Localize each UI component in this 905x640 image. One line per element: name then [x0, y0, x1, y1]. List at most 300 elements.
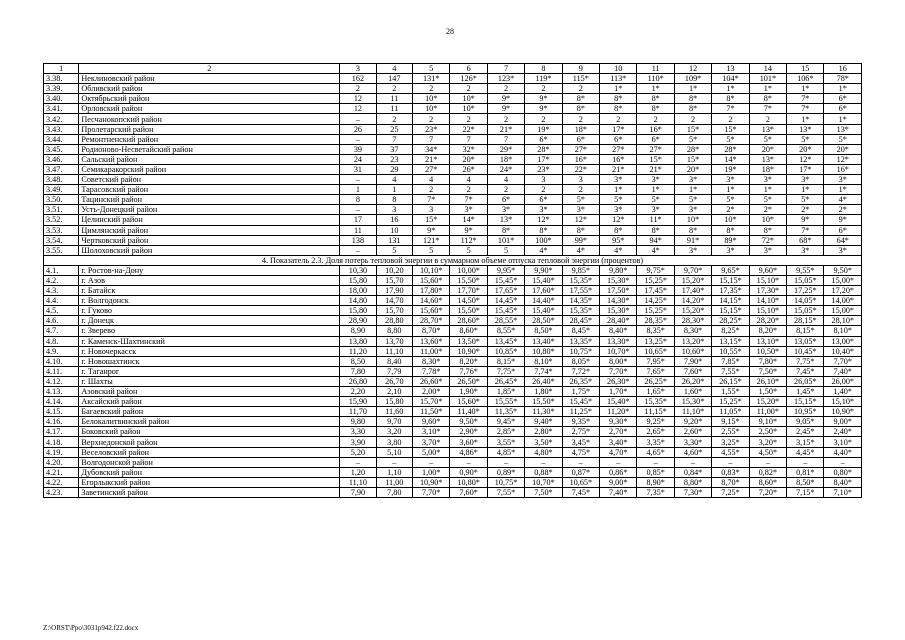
- value-cell: –: [340, 114, 376, 124]
- row-number: 3.46.: [44, 154, 79, 164]
- district-name: Чертковский район: [79, 235, 340, 245]
- value-cell: 15,25*: [712, 397, 749, 407]
- value-cell: 3,20*: [749, 437, 786, 447]
- value-cell: 6*: [824, 104, 862, 114]
- district-name: Белокалитвинский район: [79, 417, 340, 427]
- value-cell: 8,50*: [525, 326, 562, 336]
- value-cell: 4*: [600, 245, 637, 255]
- table-row: [44, 74, 862, 84]
- value-cell: 26,60*: [413, 376, 450, 386]
- value-cell: 1,40*: [824, 387, 862, 397]
- value-cell: 8,20*: [450, 356, 487, 366]
- value-cell: 1*: [637, 185, 674, 195]
- value-cell: 3*: [600, 205, 637, 215]
- table-row: [44, 306, 862, 316]
- value-cell: 11,00*: [413, 346, 450, 356]
- value-cell: 4: [450, 175, 487, 185]
- value-cell: 11,10*: [674, 407, 711, 417]
- value-cell: 14,60*: [413, 296, 450, 306]
- value-cell: 2: [600, 114, 637, 124]
- value-cell: 10,95*: [787, 407, 824, 417]
- value-cell: 8,40: [376, 356, 412, 366]
- row-number: 4.5.: [44, 306, 79, 316]
- row-number: 4.16.: [44, 417, 79, 427]
- value-cell: 8*: [674, 225, 711, 235]
- value-cell: 11,60: [376, 407, 412, 417]
- value-cell: 5*: [824, 134, 862, 144]
- value-cell: 2,70*: [600, 427, 637, 437]
- value-cell: 18,00: [340, 286, 376, 296]
- value-cell: 12*: [562, 215, 599, 225]
- value-cell: 21*: [600, 164, 637, 174]
- value-cell: 2,90*: [450, 427, 487, 437]
- value-cell: 1*: [787, 84, 824, 94]
- value-cell: 7,90: [340, 487, 376, 497]
- value-cell: 2: [674, 114, 711, 124]
- value-cell: 28*: [525, 144, 562, 154]
- row-number: 4.21.: [44, 467, 79, 477]
- value-cell: 4,55*: [712, 447, 749, 457]
- value-cell: 2: [562, 114, 599, 124]
- value-cell: 5*: [712, 134, 749, 144]
- value-cell: 29: [376, 164, 412, 174]
- value-cell: 19*: [525, 124, 562, 134]
- table-row: [44, 457, 862, 467]
- value-cell: 1*: [749, 84, 786, 94]
- district-name: г. Каменск-Шахтинский: [79, 336, 340, 346]
- value-cell: 7,40*: [600, 487, 637, 497]
- value-cell: 3,30: [340, 427, 376, 437]
- value-cell: 2,40*: [824, 427, 862, 437]
- value-cell: 10,70*: [600, 346, 637, 356]
- value-cell: 10,65*: [637, 346, 674, 356]
- value-cell: 1*: [787, 185, 824, 195]
- value-cell: 8*: [562, 94, 599, 104]
- table-row: [44, 245, 862, 255]
- value-cell: 26,80: [340, 376, 376, 386]
- district-name: г. Зверево: [79, 326, 340, 336]
- value-cell: 17,30*: [749, 286, 786, 296]
- value-cell: 17: [340, 215, 376, 225]
- value-cell: 26,70: [376, 376, 412, 386]
- value-cell: 10,85*: [487, 346, 524, 356]
- value-cell: 28,40*: [600, 316, 637, 326]
- value-cell: 8*: [749, 225, 786, 235]
- value-cell: 15,25*: [637, 306, 674, 316]
- value-cell: 26,20*: [674, 376, 711, 386]
- value-cell: 5*: [674, 195, 711, 205]
- value-cell: 1*: [824, 114, 862, 124]
- value-cell: 11,20: [340, 346, 376, 356]
- column-number: 2: [79, 64, 340, 74]
- value-cell: 6*: [487, 195, 524, 205]
- value-cell: 6*: [824, 94, 862, 104]
- value-cell: 15,55*: [487, 397, 524, 407]
- value-cell: 3*: [562, 205, 599, 215]
- value-cell: 8*: [600, 94, 637, 104]
- value-cell: 3,35*: [637, 437, 674, 447]
- value-cell: 91*: [674, 235, 711, 245]
- value-cell: 11,25*: [562, 407, 599, 417]
- table-row: [44, 326, 862, 336]
- value-cell: –: [787, 457, 824, 467]
- value-cell: 8,15*: [487, 356, 524, 366]
- value-cell: 28,70*: [413, 316, 450, 326]
- value-cell: 7,80: [340, 366, 376, 376]
- value-cell: 3,50*: [525, 437, 562, 447]
- value-cell: –: [450, 457, 487, 467]
- value-cell: 5*: [749, 195, 786, 205]
- value-cell: 1*: [600, 84, 637, 94]
- value-cell: 9*: [525, 104, 562, 114]
- value-cell: 8*: [712, 225, 749, 235]
- value-cell: 1,00*: [413, 467, 450, 477]
- district-name: г. Гуково: [79, 306, 340, 316]
- value-cell: 26,25*: [637, 376, 674, 386]
- value-cell: 0,89*: [487, 467, 524, 477]
- row-number: 4.12.: [44, 376, 79, 386]
- value-cell: 7,35*: [637, 487, 674, 497]
- value-cell: 1,90*: [450, 387, 487, 397]
- value-cell: 131: [376, 235, 412, 245]
- row-number: 4.23.: [44, 487, 79, 497]
- row-number: 3.44.: [44, 134, 79, 144]
- value-cell: 2,80*: [525, 427, 562, 437]
- value-cell: 1*: [749, 185, 786, 195]
- value-cell: 8,50*: [787, 477, 824, 487]
- row-number: 4.2.: [44, 275, 79, 285]
- value-cell: 3*: [525, 205, 562, 215]
- value-cell: 28,25*: [712, 316, 749, 326]
- value-cell: 15,80: [340, 306, 376, 316]
- table-row: [44, 84, 862, 94]
- value-cell: 3,80: [376, 437, 412, 447]
- value-cell: 15,15*: [787, 397, 824, 407]
- value-cell: 26,30*: [600, 376, 637, 386]
- value-cell: 9*: [487, 104, 524, 114]
- value-cell: 15,80: [340, 275, 376, 285]
- value-cell: 17,20*: [824, 286, 862, 296]
- row-number: 4.10.: [44, 356, 79, 366]
- value-cell: 7,70*: [824, 356, 862, 366]
- value-cell: 10: [376, 225, 412, 235]
- value-cell: 10,50*: [749, 346, 786, 356]
- row-number: 4.3.: [44, 286, 79, 296]
- district-name: Сальский район: [79, 154, 340, 164]
- value-cell: 4: [376, 175, 412, 185]
- value-cell: 2: [450, 84, 487, 94]
- value-cell: 2: [413, 185, 450, 195]
- value-cell: 17,90: [376, 286, 412, 296]
- value-cell: 115*: [562, 74, 599, 84]
- value-cell: 6*: [600, 134, 637, 144]
- value-cell: 2*: [712, 205, 749, 215]
- value-cell: 99*: [562, 235, 599, 245]
- value-cell: 7,75*: [487, 366, 524, 376]
- value-cell: 5*: [637, 195, 674, 205]
- value-cell: 5*: [562, 195, 599, 205]
- district-name: Волгодонской район: [79, 457, 340, 467]
- value-cell: 6*: [562, 134, 599, 144]
- district-name: Родионово-Несветайский район: [79, 144, 340, 154]
- value-cell: 24*: [487, 164, 524, 174]
- value-cell: 1*: [674, 84, 711, 94]
- value-cell: 3*: [749, 245, 786, 255]
- value-cell: 110*: [637, 74, 674, 84]
- value-cell: 14,40*: [525, 296, 562, 306]
- value-cell: 1,10: [376, 467, 412, 477]
- value-cell: 7,60*: [450, 487, 487, 497]
- value-cell: 20*: [787, 144, 824, 154]
- value-cell: 7,50*: [749, 366, 786, 376]
- row-number: 4.14.: [44, 397, 79, 407]
- value-cell: 9,75*: [637, 265, 674, 275]
- value-cell: 10,90*: [450, 346, 487, 356]
- value-cell: 18*: [749, 164, 786, 174]
- value-cell: 9,80*: [600, 265, 637, 275]
- value-cell: 12*: [600, 215, 637, 225]
- row-number: 3.55.: [44, 245, 79, 255]
- value-cell: 28,60*: [450, 316, 487, 326]
- column-number: 5: [413, 64, 450, 74]
- value-cell: 9*: [450, 225, 487, 235]
- value-cell: 1*: [787, 114, 824, 124]
- value-cell: 13,00*: [824, 336, 862, 346]
- value-cell: 15,60*: [413, 275, 450, 285]
- district-name: г. Донецк: [79, 316, 340, 326]
- value-cell: 15*: [712, 124, 749, 134]
- column-number: 14: [749, 64, 786, 74]
- value-cell: 17,55*: [562, 286, 599, 296]
- value-cell: 26,45*: [487, 376, 524, 386]
- district-name: г. Ростов-на-Дону: [79, 265, 340, 275]
- value-cell: 7,10*: [824, 487, 862, 497]
- value-cell: 5,20: [340, 447, 376, 457]
- value-cell: 3,30*: [674, 437, 711, 447]
- value-cell: 8*: [487, 225, 524, 235]
- row-number: 3.54.: [44, 235, 79, 245]
- value-cell: 11: [376, 94, 412, 104]
- value-cell: 2: [450, 185, 487, 195]
- value-cell: 13,60*: [413, 336, 450, 346]
- value-cell: 7,79: [376, 366, 412, 376]
- district-name: Тацинский район: [79, 195, 340, 205]
- row-number: 4.4.: [44, 296, 79, 306]
- value-cell: 9,95*: [487, 265, 524, 275]
- row-number: 3.50.: [44, 195, 79, 205]
- column-number-header: [44, 64, 862, 74]
- district-name: г. Волгодонск: [79, 296, 340, 306]
- row-number: 3.41.: [44, 104, 79, 114]
- value-cell: 13,30*: [600, 336, 637, 346]
- table-row: [44, 437, 862, 447]
- value-cell: 126*: [450, 74, 487, 84]
- value-cell: 3*: [674, 175, 711, 185]
- value-cell: 25: [376, 124, 412, 134]
- value-cell: 7,72*: [562, 366, 599, 376]
- value-cell: 16*: [562, 154, 599, 164]
- table-row: [44, 265, 862, 275]
- value-cell: 15,10*: [749, 275, 786, 285]
- value-cell: 8*: [562, 225, 599, 235]
- value-cell: 5*: [674, 134, 711, 144]
- value-cell: –: [637, 457, 674, 467]
- row-number: 4.20.: [44, 457, 79, 467]
- value-cell: 24: [340, 154, 376, 164]
- value-cell: 0,81*: [787, 467, 824, 477]
- row-number: 3.52.: [44, 215, 79, 225]
- value-cell: 7*: [749, 104, 786, 114]
- value-cell: 15*: [674, 124, 711, 134]
- indicator-table: [43, 63, 862, 498]
- column-number: 11: [637, 64, 674, 74]
- value-cell: 5*: [787, 134, 824, 144]
- value-cell: 147: [376, 74, 412, 84]
- value-cell: 14,05*: [787, 296, 824, 306]
- value-cell: 8: [376, 195, 412, 205]
- value-cell: 28,55*: [487, 316, 524, 326]
- district-name: Семикаракорский район: [79, 164, 340, 174]
- value-cell: 7,80*: [749, 356, 786, 366]
- district-name: Боковский район: [79, 427, 340, 437]
- value-cell: 23*: [413, 124, 450, 134]
- value-cell: 39: [340, 144, 376, 154]
- value-cell: 10,60*: [674, 346, 711, 356]
- column-number: 8: [525, 64, 562, 74]
- value-cell: 15,70: [376, 275, 412, 285]
- value-cell: 26,35*: [562, 376, 599, 386]
- value-cell: 9,80: [340, 417, 376, 427]
- district-name: г. Таганрог: [79, 366, 340, 376]
- column-number: 15: [787, 64, 824, 74]
- column-number: 1: [44, 64, 79, 74]
- value-cell: 7*: [450, 195, 487, 205]
- value-cell: 16*: [600, 154, 637, 164]
- value-cell: 4,60*: [674, 447, 711, 457]
- value-cell: 8,10*: [824, 326, 862, 336]
- table-row: [44, 94, 862, 104]
- value-cell: 9,10*: [749, 417, 786, 427]
- value-cell: 14*: [712, 154, 749, 164]
- value-cell: 15,00*: [824, 275, 862, 285]
- value-cell: 5,10: [376, 447, 412, 457]
- table-row: [44, 225, 862, 235]
- value-cell: 15,45*: [562, 397, 599, 407]
- value-cell: 8*: [600, 225, 637, 235]
- value-cell: 15,10*: [749, 306, 786, 316]
- value-cell: 20*: [450, 154, 487, 164]
- value-cell: –: [712, 457, 749, 467]
- value-cell: 7,20*: [749, 487, 786, 497]
- value-cell: 4: [413, 175, 450, 185]
- column-number: 9: [562, 64, 599, 74]
- value-cell: 8,80*: [674, 477, 711, 487]
- value-cell: 6*: [824, 225, 862, 235]
- value-cell: 15,20*: [749, 397, 786, 407]
- value-cell: 3,10*: [824, 437, 862, 447]
- value-cell: 95*: [600, 235, 637, 245]
- value-cell: 8,60*: [450, 326, 487, 336]
- value-cell: 26,40*: [525, 376, 562, 386]
- value-cell: 14,30*: [600, 296, 637, 306]
- value-cell: 9*: [525, 94, 562, 104]
- value-cell: 26*: [450, 164, 487, 174]
- value-cell: 7,45*: [787, 366, 824, 376]
- value-cell: 9,30*: [600, 417, 637, 427]
- value-cell: 5: [376, 245, 412, 255]
- value-cell: 0,88*: [525, 467, 562, 477]
- value-cell: 123*: [487, 74, 524, 84]
- table-row: [44, 275, 862, 285]
- value-cell: 11,10: [340, 477, 376, 487]
- value-cell: 28,10*: [824, 316, 862, 326]
- column-number: 7: [487, 64, 524, 74]
- value-cell: 7: [487, 134, 524, 144]
- value-cell: 13,45*: [487, 336, 524, 346]
- value-cell: 11,00: [376, 477, 412, 487]
- value-cell: 15,60*: [413, 306, 450, 316]
- value-cell: 1,50*: [749, 387, 786, 397]
- value-cell: 14,15*: [712, 296, 749, 306]
- value-cell: 4,85*: [487, 447, 524, 457]
- value-cell: 20*: [749, 144, 786, 154]
- value-cell: 28,20*: [749, 316, 786, 326]
- value-cell: 17,80*: [413, 286, 450, 296]
- value-cell: 1,85*: [487, 387, 524, 397]
- value-cell: 3*: [712, 175, 749, 185]
- value-cell: 10,55*: [712, 346, 749, 356]
- value-cell: 9,25*: [637, 417, 674, 427]
- row-number: 3.45.: [44, 144, 79, 154]
- value-cell: 11,40*: [450, 407, 487, 417]
- table-row: [44, 407, 862, 417]
- value-cell: 7,50*: [525, 487, 562, 497]
- value-cell: 15,05*: [787, 275, 824, 285]
- value-cell: 16: [376, 215, 412, 225]
- table-row: [44, 205, 862, 215]
- value-cell: 10,40*: [824, 346, 862, 356]
- value-cell: 1: [376, 185, 412, 195]
- value-cell: 7,30*: [674, 487, 711, 497]
- value-cell: 7: [450, 134, 487, 144]
- value-cell: 13,10*: [749, 336, 786, 346]
- value-cell: 5*: [749, 134, 786, 144]
- value-cell: 8,30*: [674, 326, 711, 336]
- value-cell: 119*: [525, 74, 562, 84]
- value-cell: 2: [340, 84, 376, 94]
- district-name: г. Новочеркасск: [79, 346, 340, 356]
- value-cell: 15,90: [340, 397, 376, 407]
- value-cell: 11,50*: [413, 407, 450, 417]
- value-cell: 15,80: [376, 397, 412, 407]
- value-cell: 26: [340, 124, 376, 134]
- value-cell: 5*: [712, 195, 749, 205]
- section-heading-row: [44, 255, 862, 265]
- value-cell: 28,50*: [525, 316, 562, 326]
- value-cell: 15,35*: [562, 275, 599, 285]
- district-name: Целинский район: [79, 215, 340, 225]
- value-cell: 1,45*: [787, 387, 824, 397]
- value-cell: 9,70*: [674, 265, 711, 275]
- value-cell: 14,00*: [824, 296, 862, 306]
- value-cell: –: [340, 205, 376, 215]
- value-cell: 28,35*: [637, 316, 674, 326]
- value-cell: 4,65*: [637, 447, 674, 457]
- district-name: г. Азов: [79, 275, 340, 285]
- value-cell: 10,10*: [413, 265, 450, 275]
- value-cell: –: [340, 175, 376, 185]
- value-cell: 2*: [787, 205, 824, 215]
